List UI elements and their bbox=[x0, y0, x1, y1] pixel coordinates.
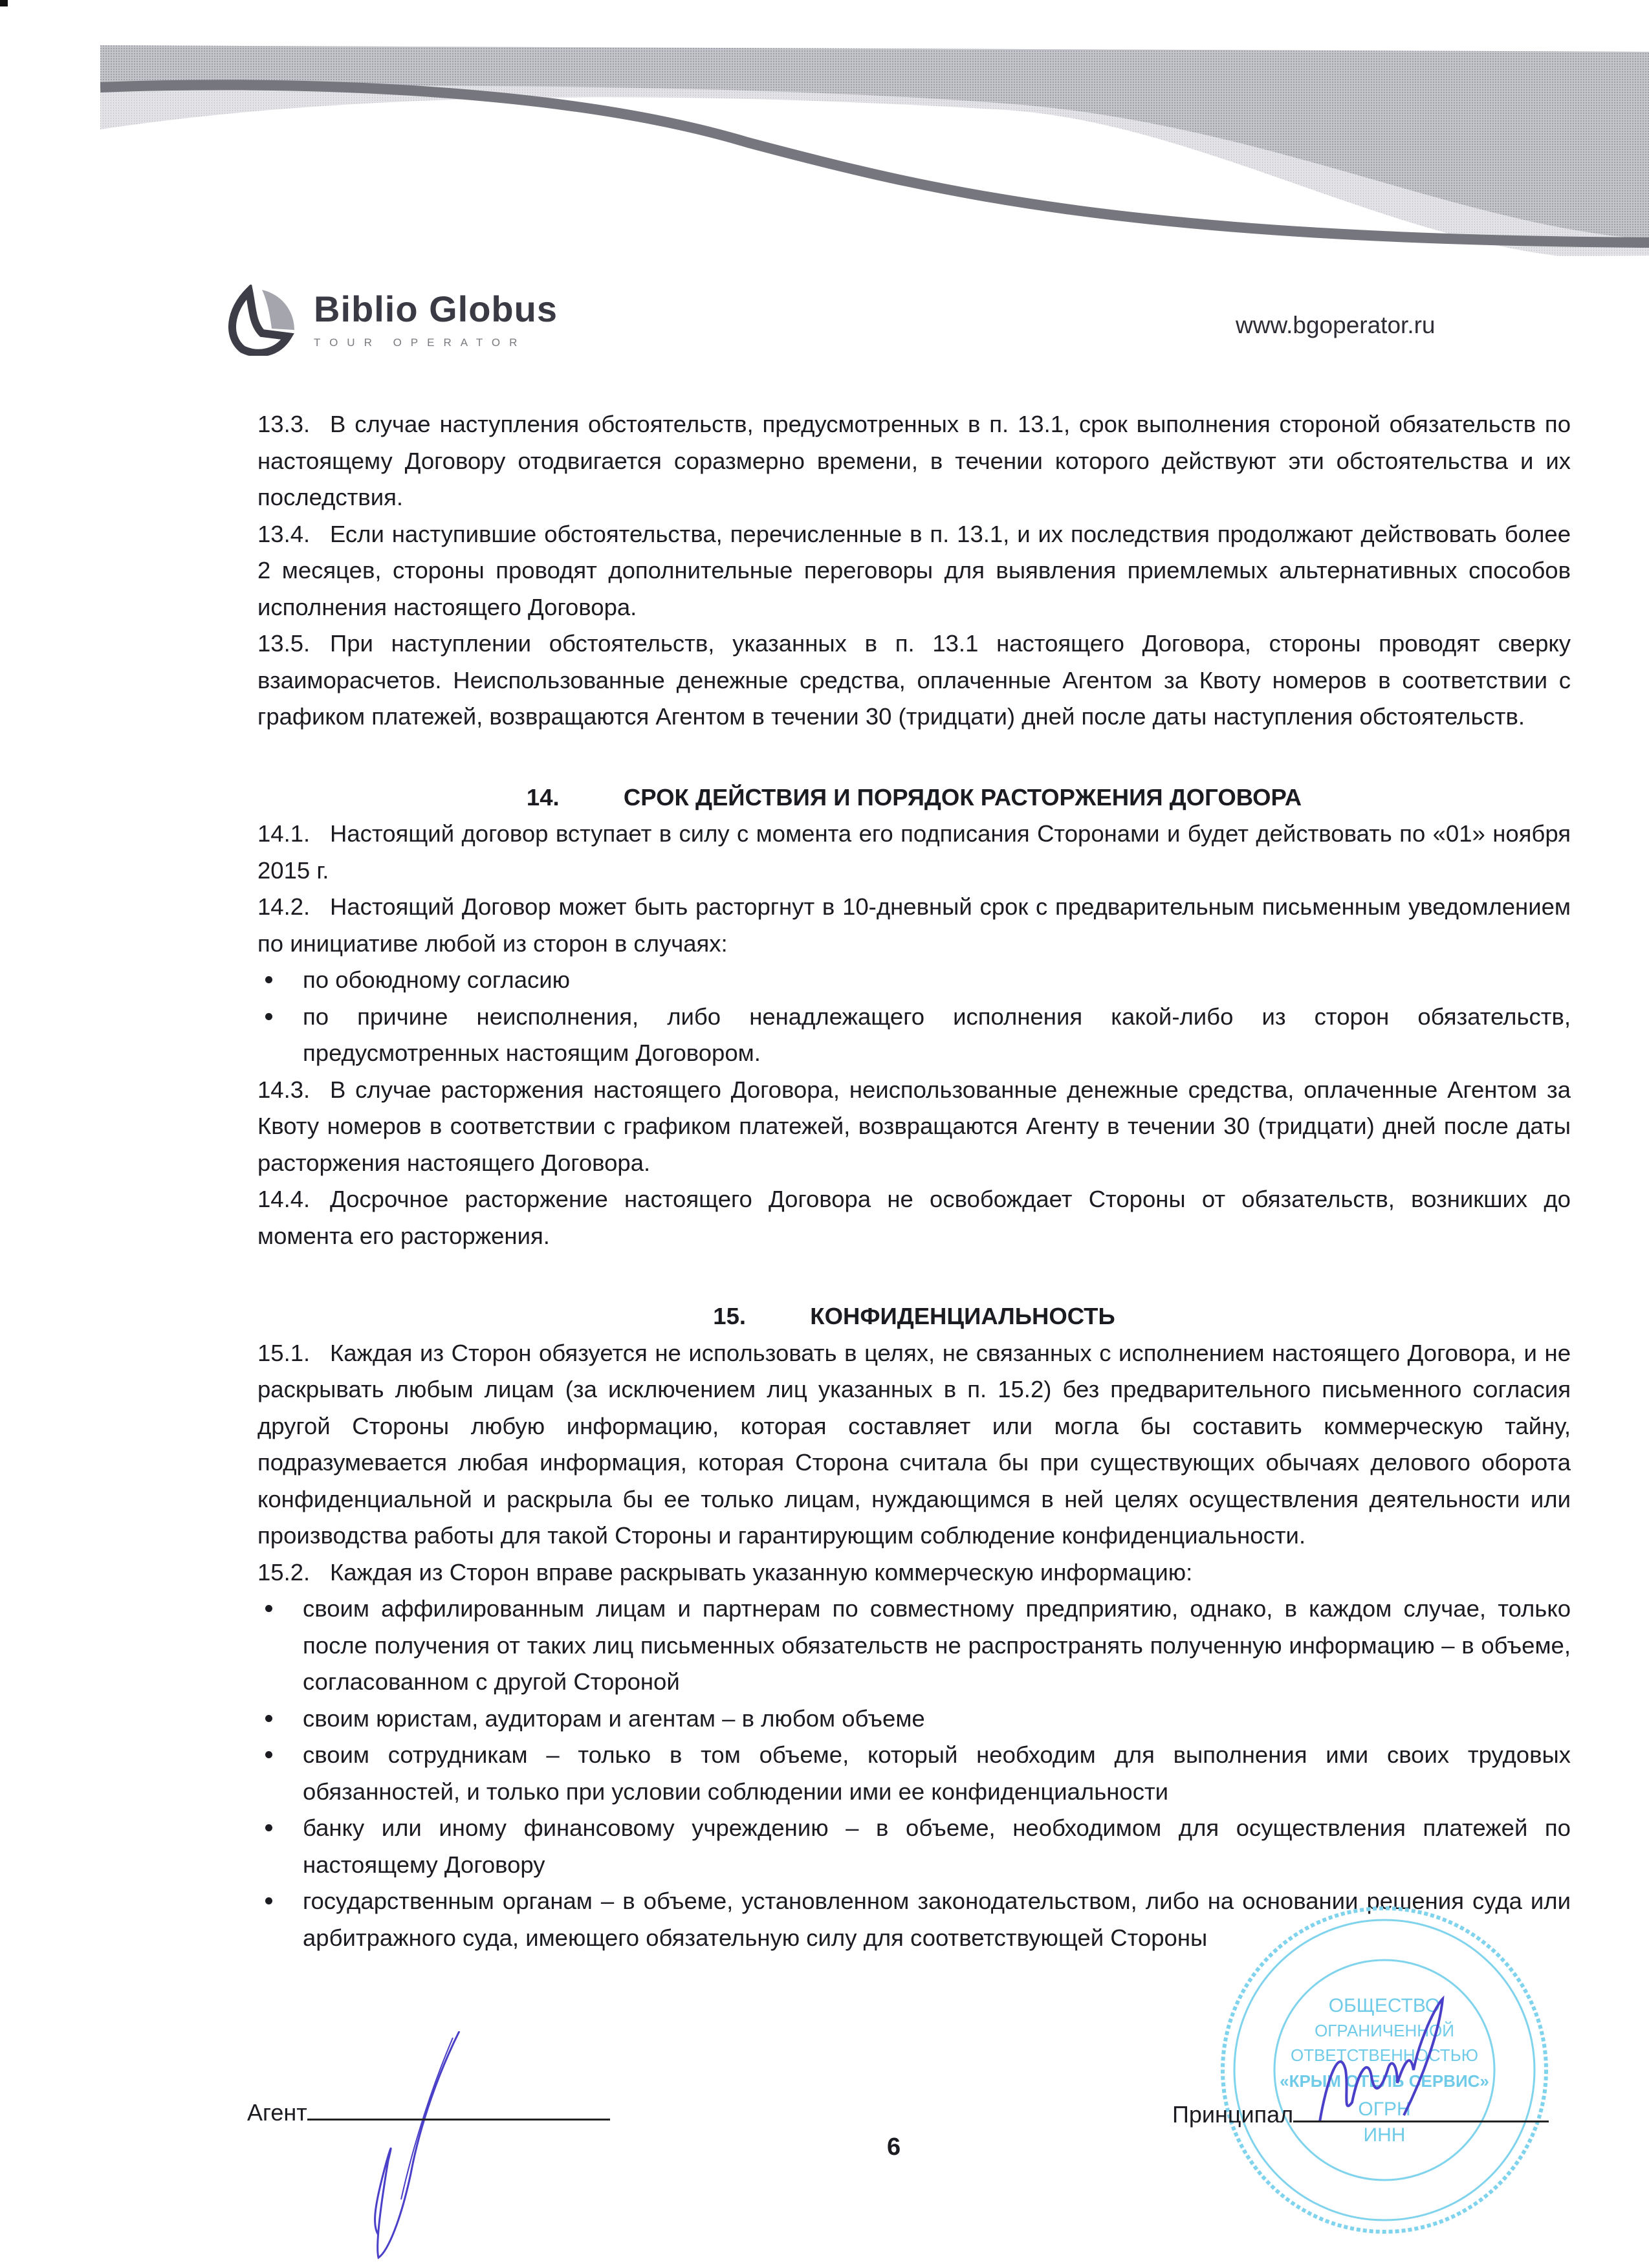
clause-number: 15.1. bbox=[257, 1339, 311, 1366]
section-title-text: СРОК ДЕЙСТВИЯ И ПОРЯДОК РАСТОРЖЕНИЯ ДОГОВОРА bbox=[623, 783, 1302, 811]
principal-signature-line bbox=[1293, 2121, 1549, 2122]
page-number: 6 bbox=[887, 2133, 901, 2161]
clause-number: 13.4. bbox=[257, 520, 311, 547]
section-title-text: КОНФИДЕНЦИАЛЬНОСТЬ bbox=[810, 1303, 1115, 1329]
agent-signature-field bbox=[247, 2099, 610, 2126]
clause-14-3 bbox=[257, 1072, 1571, 1182]
clause-number: 14.4. bbox=[257, 1186, 311, 1212]
clause-13-5 bbox=[257, 626, 1571, 736]
agent-signature-line bbox=[307, 2119, 610, 2121]
clause-number: 13.3. bbox=[257, 411, 311, 437]
logo-subtitle: TOUR OPERATOR bbox=[314, 336, 527, 349]
document-body bbox=[257, 406, 1571, 1956]
biblio-globus-logo bbox=[223, 285, 558, 356]
principal-label: Принципал bbox=[1172, 2101, 1294, 2128]
clause-text: Если наступившие обстоятельства, перечисленные в п. 13.1, и их последствия продолжают действовать более 2 месяцев, стороны проводят дополнительные переговоры для выявления приемлемых альтернативных способов исполнения настоящего Договора. bbox=[257, 520, 1571, 620]
clause-text: При наступлении обстоятельств, указанных в п. 13.1 настоящего Договора, стороны проводят сверку взаиморасчетов. Неиспользованные денежные средства, оплаченные Агентом за Квоту номеров в соответствии с графиком платежей, возвращаются Агентом в течении 30 (тридцати) дней после даты наступления обстоятельств. bbox=[257, 630, 1571, 730]
stamp-line: ОТВЕТСТВЕННОСТЬЮ bbox=[1290, 2045, 1479, 2065]
clause-number: 13.5. bbox=[257, 630, 311, 657]
clause-14-2 bbox=[257, 889, 1571, 962]
clause-text: В случае наступления обстоятельств, предусмотренных в п. 13.1, срок выполнения стороной обязательств по настоящему Договору отодвигается соразмерно времени, в течении которого действуют эти обстоятельства и их последствия. bbox=[257, 411, 1571, 510]
stamp-line: ИНН bbox=[1363, 2124, 1406, 2146]
stamp-line: ОГРН bbox=[1358, 2099, 1411, 2120]
section-14-heading bbox=[257, 780, 1571, 816]
clause-15-1 bbox=[257, 1335, 1571, 1554]
stamp-line: «КРЫМ ОТЕЛЬ СЕРВИС» bbox=[1280, 2071, 1489, 2091]
clause-text: Досрочное расторжение настоящего Договора не освобождает Стороны от обязательств, возникших до момента его расторжения. bbox=[257, 1186, 1571, 1249]
clause-15-2 bbox=[257, 1554, 1571, 1591]
stamp-line: ОБЩЕСТВО bbox=[1328, 1995, 1441, 2016]
list-item: своим аффилированным лицам и партнерам по совместному предприятию, однако, в каждом случае, только после получения от таких лиц письменных обязательств не распространять полученную информацию – в объеме, согласованном с другой Стороной bbox=[257, 1591, 1571, 1701]
list-item: банку или иному финансовому учреждению – в объеме, необходимом для осуществления платежей по настоящему Договору bbox=[257, 1810, 1571, 1883]
list-item: по обоюдному согласию bbox=[257, 962, 1571, 999]
scan-corner-mark bbox=[0, 0, 8, 6]
list-item: государственным органам – в объеме, установленном законодательством, либо на основании решения суда или арбитражного суда, имеющего обязательную силу для соответствующей Стороны bbox=[257, 1883, 1571, 1956]
clause-text: В случае расторжения настоящего Договора, неиспользованные денежные средства, оплаченные Агентом за Квоту номеров в соответствии с графиком платежей, возвращаются Агенту в течении 30 (тридцати) дней после даты расторжения настоящего Договора. bbox=[257, 1076, 1571, 1176]
clause-text: Каждая из Сторон обязуется не использовать в целях, не связанных с исполнением настоящего Договора, и не раскрывать любым лицам (за исключением лиц указанных в п. 15.2) без предварительного письменного согласия другой Стороны любую информацию, которая составляет или могла бы составить коммерческую тайну, подразумевается любая информация, которая Сторона считала бы при существующих обычаях делового оборота конфиденциальной и раскрыла бы ее только лицам, нуждающимся в ней целях осуществления деятельности или производства работы для такой Стороны и гарантирующим соблюдение конфиденциальности. bbox=[257, 1339, 1571, 1549]
clause-number: 14.1. bbox=[257, 820, 311, 847]
list-item: своим юристам, аудиторам и агентам – в любом объеме bbox=[257, 1701, 1571, 1738]
clause-14-1 bbox=[257, 816, 1571, 889]
clause-number: 14.2. bbox=[257, 893, 311, 920]
clause-number: 14.3. bbox=[257, 1076, 311, 1103]
list-item: по причине неисполнения, либо ненадлежащего исполнения какой-либо из сторон обязательств, предусмотренных настоящим Договором. bbox=[257, 999, 1571, 1072]
principal-signature-field bbox=[1172, 2101, 1549, 2128]
agent-label: Агент bbox=[247, 2099, 307, 2126]
clause-text: Настоящий договор вступает в силу с момента его подписания Сторонами и будет действовать по «01» ноября 2015 г. bbox=[257, 820, 1571, 884]
agent-signature bbox=[349, 2031, 466, 2268]
clause-14-4 bbox=[257, 1181, 1571, 1254]
clause-13-3 bbox=[257, 406, 1571, 516]
header-banner-wave bbox=[100, 45, 1649, 265]
stamp-line: ОГРАНИЧЕННОЙ bbox=[1315, 2021, 1454, 2040]
clause-text: Каждая из Сторон вправе раскрывать указанную коммерческую информацию: bbox=[330, 1558, 1193, 1586]
section-number: 15. bbox=[713, 1303, 747, 1329]
list-item: своим сотрудникам – только в том объеме, который необходим для выполнения ими своих трудовых обязанностей, и только при условии соблюдении ими ее конфиденциальности bbox=[257, 1737, 1571, 1810]
biblio-globus-logo-icon bbox=[223, 285, 301, 356]
clause-text: Настоящий Договор может быть расторгнут в 10-дневный срок с предварительным письменным уведомлением по инициативе любой из сторон в случаях: bbox=[257, 893, 1571, 957]
section-15-heading bbox=[257, 1298, 1571, 1335]
clause-13-4 bbox=[257, 516, 1571, 626]
section-number: 14. bbox=[526, 783, 560, 811]
website-link[interactable]: www.bgoperator.ru bbox=[1236, 312, 1436, 338]
clause-number: 15.2. bbox=[257, 1558, 311, 1586]
logo-name: Biblio Globus bbox=[314, 289, 558, 329]
